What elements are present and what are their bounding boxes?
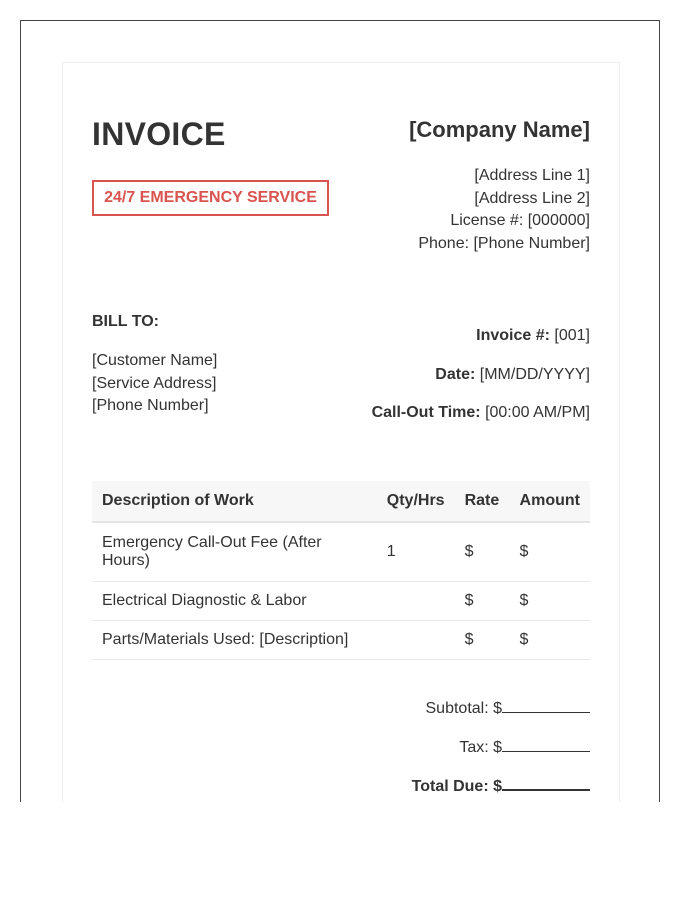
total-due-row [412, 775, 590, 814]
service-address: [Service Address] [92, 374, 217, 392]
emergency-service-badge: 24/7 EMERGENCY SERVICE [92, 180, 329, 216]
company-license: License #: [000000] [450, 212, 590, 230]
callout-time-row [372, 404, 590, 443]
company-info [418, 165, 590, 256]
subtotal-row [412, 698, 590, 737]
callout-time-label: Call-Out Time: [371, 404, 481, 421]
table-row [92, 522, 590, 582]
total-due-blank [502, 775, 590, 791]
bill-to-block [92, 350, 217, 418]
table-header-row [92, 481, 590, 522]
date-label: Date: [435, 365, 476, 383]
row-amount: $ [510, 522, 590, 582]
date-row [372, 366, 590, 405]
row-qty [377, 582, 455, 621]
customer-name: [Customer Name] [92, 352, 218, 369]
tax-blank [502, 737, 590, 752]
table-row [92, 582, 590, 621]
date-value: [MM/DD/YYYY] [479, 365, 590, 383]
company-name: [Company Name] [409, 117, 590, 142]
tax-row [412, 737, 590, 776]
total-due-label: Total Due: $ [411, 778, 502, 795]
table-row [92, 621, 590, 660]
header-description: Description of Work [92, 481, 377, 522]
subtotal-label: Subtotal: $ [425, 700, 502, 717]
row-rate: $ [455, 621, 510, 660]
row-amount: $ [510, 582, 590, 621]
subtotal-blank [502, 698, 590, 713]
row-description: Parts/Materials Used: [Description] [92, 621, 377, 660]
row-rate: $ [455, 522, 510, 582]
bill-to-label: BILL TO: [92, 313, 159, 330]
tax-label: Tax: $ [459, 738, 502, 756]
row-rate: $ [455, 582, 510, 621]
header-rate: Rate [455, 481, 510, 522]
company-address-line-1: [Address Line 1] [474, 167, 590, 184]
company-phone: Phone: [Phone Number] [418, 235, 590, 253]
work-table [92, 481, 590, 660]
totals-block [412, 698, 590, 814]
invoice-number-label: Invoice #: [476, 327, 550, 344]
callout-time-value: [00:00 AM/PM] [485, 404, 590, 421]
row-qty [377, 621, 455, 660]
invoice-number-value: [001] [554, 327, 590, 344]
row-description: Emergency Call-Out Fee (After Hours) [92, 522, 377, 582]
invoice-meta [372, 327, 590, 443]
header-amount: Amount [510, 481, 590, 522]
invoice-title: INVOICE [92, 116, 226, 152]
row-qty: 1 [377, 522, 455, 582]
company-address-line-2: [Address Line 2] [474, 189, 590, 207]
row-amount: $ [510, 621, 590, 660]
row-description: Electrical Diagnostic & Labor [92, 582, 377, 621]
customer-phone: [Phone Number] [92, 397, 209, 415]
invoice-number-row [372, 327, 590, 366]
header-qty: Qty/Hrs [377, 481, 455, 522]
